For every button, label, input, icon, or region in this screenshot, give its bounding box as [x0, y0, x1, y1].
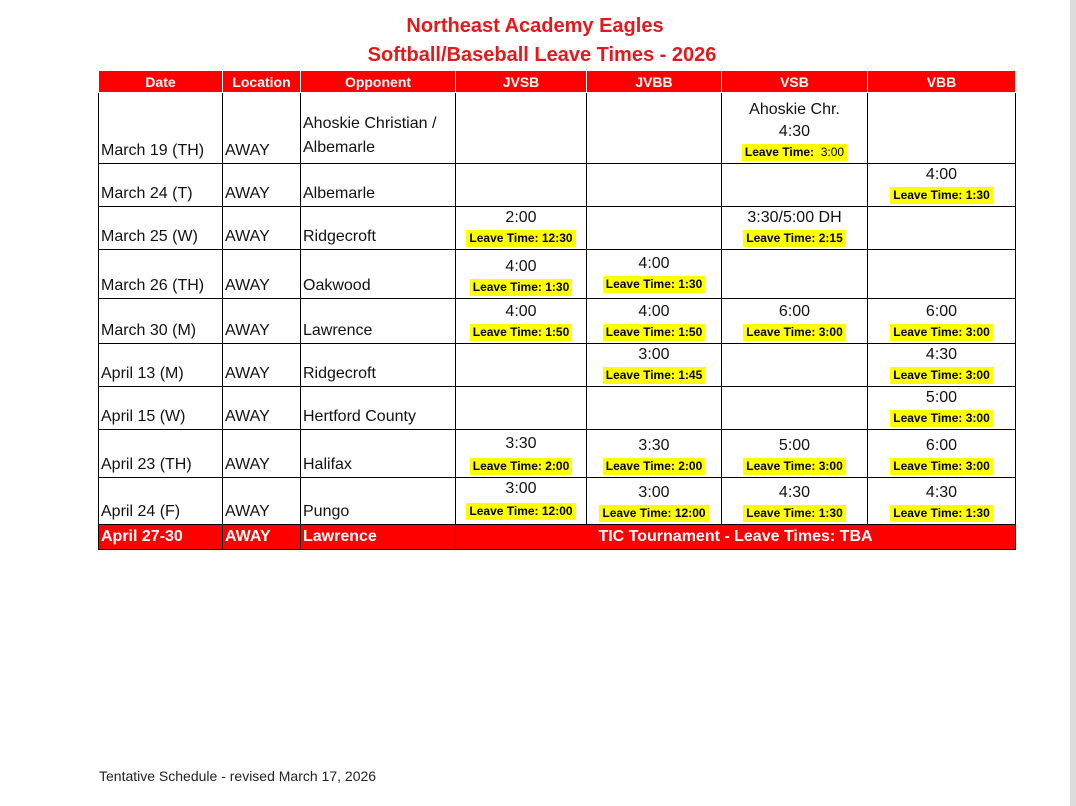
leave-time-badge: Leave Time: 3:00 — [890, 458, 993, 475]
table-row — [99, 430, 1016, 478]
date-cell: April 13 (M) — [99, 344, 223, 387]
page-title: Northeast Academy Eagles — [406, 15, 664, 37]
leave-time-label: Leave Time: — [744, 145, 815, 159]
vbb-cell — [868, 344, 1016, 387]
location-cell: AWAY — [223, 93, 301, 164]
vsb-cell — [722, 299, 868, 344]
jvsb-cell — [456, 344, 587, 387]
table-row — [99, 207, 1016, 250]
vbb-cell — [868, 207, 1016, 250]
leave-time-value: 3:00 — [820, 145, 845, 159]
jvbb-cell — [587, 93, 722, 164]
game-time: 4:00 — [505, 258, 537, 275]
date-cell: April 24 (F) — [99, 478, 223, 525]
leave-time-badge — [742, 144, 847, 161]
location-cell: AWAY — [223, 478, 301, 525]
footer-note: Tentative Schedule - revised March 17, 2026 — [99, 768, 377, 784]
leave-time-badge: Leave Time: 2:00 — [470, 458, 573, 475]
game-time: 4:00 — [638, 303, 670, 320]
leave-time-badge: Leave Time: 3:00 — [890, 367, 993, 384]
jvsb-cell — [456, 387, 587, 430]
table-row — [99, 164, 1016, 207]
vbb-cell — [868, 250, 1016, 299]
table-row — [99, 478, 1016, 525]
vbb-cell — [868, 93, 1016, 164]
opponent-cell: Lawrence — [301, 299, 456, 344]
game-time: 4:30 — [925, 346, 958, 363]
game-time: 2:00 — [505, 209, 537, 226]
opponent-cell: Halifax — [301, 430, 456, 478]
leave-time-badge: Leave Time: 1:45 — [603, 367, 706, 384]
schedule-table — [98, 70, 1016, 550]
date-cell: March 25 (W) — [99, 207, 223, 250]
location-cell: AWAY — [223, 207, 301, 250]
game-time: 3:30 — [638, 437, 670, 454]
game-time: 5:00 — [925, 389, 958, 406]
date-cell: April 27-30 — [99, 525, 223, 550]
leave-time-badge: Leave Time: 1:30 — [603, 276, 706, 293]
game-time: 3:00 — [638, 484, 670, 501]
leave-time-badge: Leave Time: 12:30 — [466, 230, 575, 247]
table-row — [99, 299, 1016, 344]
jvbb-cell — [587, 299, 722, 344]
leave-time-badge: Leave Time: 1:30 — [470, 279, 573, 296]
vsb-cell — [722, 93, 868, 164]
jvsb-cell — [456, 250, 587, 299]
jvsb-cell — [456, 478, 587, 525]
leave-time-badge: Leave Time: 1:30 — [743, 505, 846, 522]
header-location: Location — [223, 71, 301, 93]
date-cell: April 15 (W) — [99, 387, 223, 430]
leave-time-badge: Leave Time: 2:00 — [603, 458, 706, 475]
vsb-cell — [722, 207, 868, 250]
opponent-cell: Hertford County — [301, 387, 456, 430]
opponent-cell: Lawrence — [301, 525, 456, 550]
header-jvsb: JVSB — [456, 71, 587, 93]
table-row — [99, 387, 1016, 430]
opponent-cell: Albemarle — [301, 164, 456, 207]
leave-time-badge: Leave Time: 1:30 — [890, 187, 993, 204]
game-time: 4:00 — [638, 255, 670, 272]
opponent-cell: Ridgecroft — [301, 207, 456, 250]
leave-time-badge: Leave Time: 3:00 — [890, 410, 993, 427]
jvbb-cell — [587, 344, 722, 387]
vbb-cell — [868, 299, 1016, 344]
vsb-cell — [722, 387, 868, 430]
header-jvbb: JVBB — [587, 71, 722, 93]
leave-time-badge: Leave Time: 1:50 — [470, 324, 573, 341]
vbb-cell — [868, 387, 1016, 430]
leave-time-badge: Leave Time: 3:00 — [890, 324, 993, 341]
jvbb-cell — [587, 430, 722, 478]
vbb-cell — [868, 478, 1016, 525]
table-row — [99, 250, 1016, 299]
game-time: 4:30 — [925, 484, 958, 501]
jvbb-cell — [587, 387, 722, 430]
jvsb-cell — [456, 164, 587, 207]
opponent-cell: Pungo — [301, 478, 456, 525]
vsb-cell — [722, 344, 868, 387]
vsb-cell — [722, 164, 868, 207]
date-cell: March 19 (TH) — [99, 93, 223, 164]
game-time: 3:00 — [638, 346, 670, 363]
header-row — [99, 71, 1016, 93]
header-date: Date — [99, 71, 223, 93]
location-cell: AWAY — [223, 430, 301, 478]
tournament-note: TIC Tournament - Leave Times: TBA — [456, 525, 1016, 550]
jvbb-cell — [587, 207, 722, 250]
game-time: 6:00 — [778, 303, 811, 320]
date-cell: April 23 (TH) — [99, 430, 223, 478]
vbb-cell — [868, 430, 1016, 478]
jvsb-cell — [456, 207, 587, 250]
leave-time-badge: Leave Time: 3:00 — [743, 458, 846, 475]
leave-time-badge: Leave Time: 12:00 — [599, 505, 708, 522]
page-subtitle: Softball/Baseball Leave Times - 2026 — [367, 44, 717, 66]
opponent-cell: Oakwood — [301, 250, 456, 299]
leave-time-badge: Leave Time: 1:30 — [890, 505, 993, 522]
table-row — [99, 344, 1016, 387]
location-cell: AWAY — [223, 344, 301, 387]
game-time: 5:00 — [778, 437, 811, 454]
leave-time-badge: Leave Time: 2:15 — [743, 230, 846, 247]
game-time: Ahoskie Chr. 4:30 — [749, 101, 840, 140]
jvbb-cell — [587, 250, 722, 299]
location-cell: AWAY — [223, 525, 301, 550]
leave-time-badge: Leave Time: 1:50 — [603, 324, 706, 341]
jvbb-cell — [587, 164, 722, 207]
leave-time-badge: Leave Time: 12:00 — [466, 503, 575, 520]
game-time: 4:00 — [505, 303, 537, 320]
game-time: 6:00 — [925, 303, 958, 320]
header-opponent: Opponent — [301, 71, 456, 93]
game-time: 4:00 — [925, 166, 958, 183]
date-cell: March 24 (T) — [99, 164, 223, 207]
game-time: 3:00 — [505, 480, 537, 497]
date-cell: March 30 (M) — [99, 299, 223, 344]
location-cell: AWAY — [223, 250, 301, 299]
vsb-cell — [722, 250, 868, 299]
location-cell: AWAY — [223, 299, 301, 344]
page-edge — [1070, 0, 1076, 806]
jvbb-cell — [587, 478, 722, 525]
vbb-cell — [868, 164, 1016, 207]
game-time: 6:00 — [925, 437, 958, 454]
location-cell: AWAY — [223, 387, 301, 430]
table-row — [99, 93, 1016, 164]
date-cell: March 26 (TH) — [99, 250, 223, 299]
opponent-cell: Ahoskie Christian / Albemarle — [301, 93, 456, 164]
game-time: 4:30 — [778, 484, 811, 501]
game-time: 3:30/5:00 DH — [747, 209, 842, 226]
location-cell: AWAY — [223, 164, 301, 207]
tournament-row — [99, 525, 1016, 550]
vsb-cell — [722, 430, 868, 478]
game-time: 3:30 — [505, 435, 537, 452]
header-vbb: VBB — [868, 71, 1016, 93]
header-vsb: VSB — [722, 71, 868, 93]
opponent-cell: Ridgecroft — [301, 344, 456, 387]
vsb-cell — [722, 478, 868, 525]
jvsb-cell — [456, 299, 587, 344]
leave-time-badge: Leave Time: 3:00 — [743, 324, 846, 341]
jvsb-cell — [456, 93, 587, 164]
jvsb-cell — [456, 430, 587, 478]
